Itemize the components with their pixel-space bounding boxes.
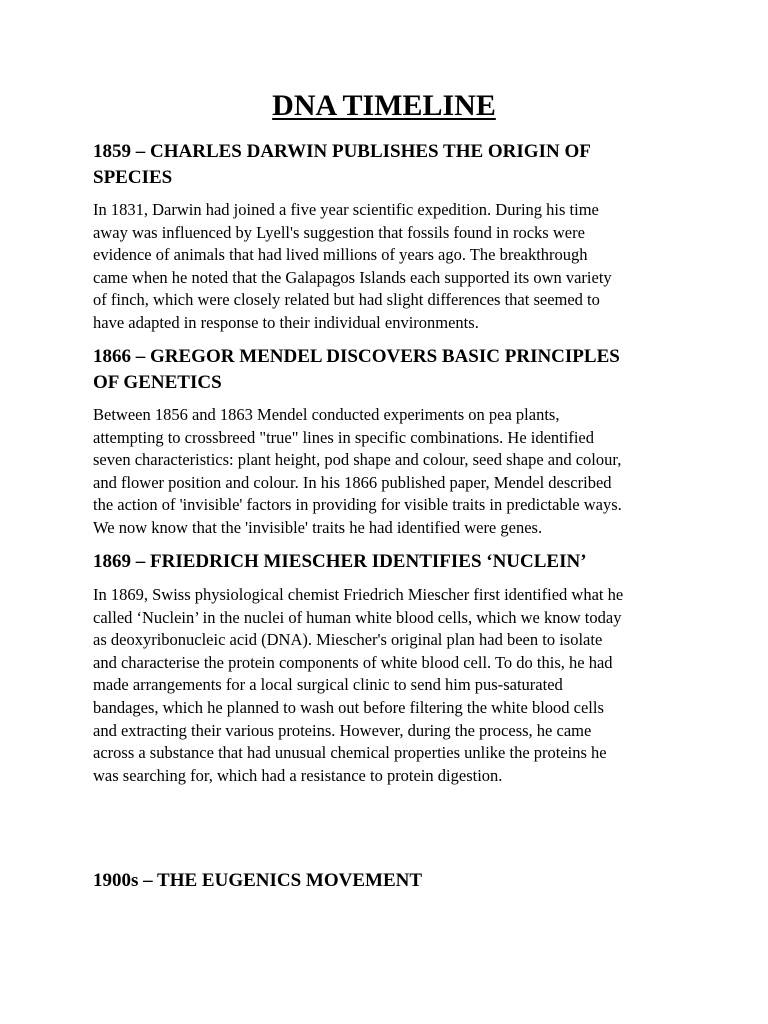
heading-line: 1900s – THE EUGENICS MOVEMENT (93, 870, 423, 891)
body-line: the action of 'invisible' factors in providing for visible traits in predictable ways. (93, 495, 622, 515)
body-line: of finch, which were closely related but had slight differences that seemed to (93, 290, 600, 310)
body-line: bandages, which he planned to wash out before filtering the white blood cells (93, 697, 604, 717)
page-title (0, 88, 768, 124)
page-title-text: DNA TIMELINE (272, 89, 496, 122)
body-line: Between 1856 and 1863 Mendel conducted experiments on pea plants, (93, 405, 560, 424)
section-heading-1869 (93, 549, 683, 575)
section-heading-1859 (93, 139, 683, 191)
heading-line: 1866 – GREGOR MENDEL DISCOVERS BASIC PRINCIPLES (93, 346, 620, 367)
body-line: as deoxyribonucleic acid (DNA). Miescher's original plan had been to isolate (93, 630, 603, 650)
body-line: across a substance that had unusual chemical properties unlike the proteins he (93, 743, 607, 763)
body-line: We now know that the 'invisible' traits he had identified were genes. (93, 517, 543, 537)
body-line: have adapted in response to their individual environments. (93, 312, 479, 332)
body-line: In 1869, Swiss physiological chemist Friedrich Miescher first identified what he (93, 585, 624, 604)
section-body-1866 (93, 404, 693, 540)
heading-line: 1869 – FRIEDRICH MIESCHER IDENTIFIES ‘NUCLEIN’ (93, 551, 587, 572)
body-line: attempting to crossbreed "true" lines in specific combinations. He identified (93, 427, 595, 447)
heading-line: OF GENETICS (93, 372, 222, 393)
body-line: and flower position and colour. In his 1866 published paper, Mendel described (93, 472, 612, 492)
body-line: In 1831, Darwin had joined a five year scientific expedition. During his time (93, 200, 599, 219)
heading-line: SPECIES (93, 167, 173, 188)
section-heading-1866 (93, 344, 683, 396)
heading-line: 1859 – CHARLES DARWIN PUBLISHES THE ORIGIN OF (93, 141, 591, 162)
section-body-1859 (93, 199, 693, 335)
body-line: and extracting their various proteins. However, during the process, he came (93, 720, 592, 740)
section-body-1869 (93, 584, 693, 787)
body-line: came when he noted that the Galapagos Islands each supported its own variety (93, 267, 612, 287)
body-line: was searching for, which had a resistance to protein digestion. (93, 765, 503, 785)
section-heading-1900s (93, 868, 683, 894)
body-line: made arrangements for a local surgical clinic to send him pus-saturated (93, 675, 563, 695)
body-line: evidence of animals that had lived millions of years ago. The breakthrough (93, 245, 588, 265)
body-line: seven characteristics: plant height, pod shape and colour, seed shape and colour, (93, 450, 622, 470)
body-line: called ‘Nuclein’ in the nuclei of human white blood cells, which we know today (93, 607, 622, 627)
body-line: and characterise the protein components of white blood cell. To do this, he had (93, 652, 613, 672)
body-line: away was influenced by Lyell's suggestion that fossils found in rocks were (93, 222, 585, 242)
